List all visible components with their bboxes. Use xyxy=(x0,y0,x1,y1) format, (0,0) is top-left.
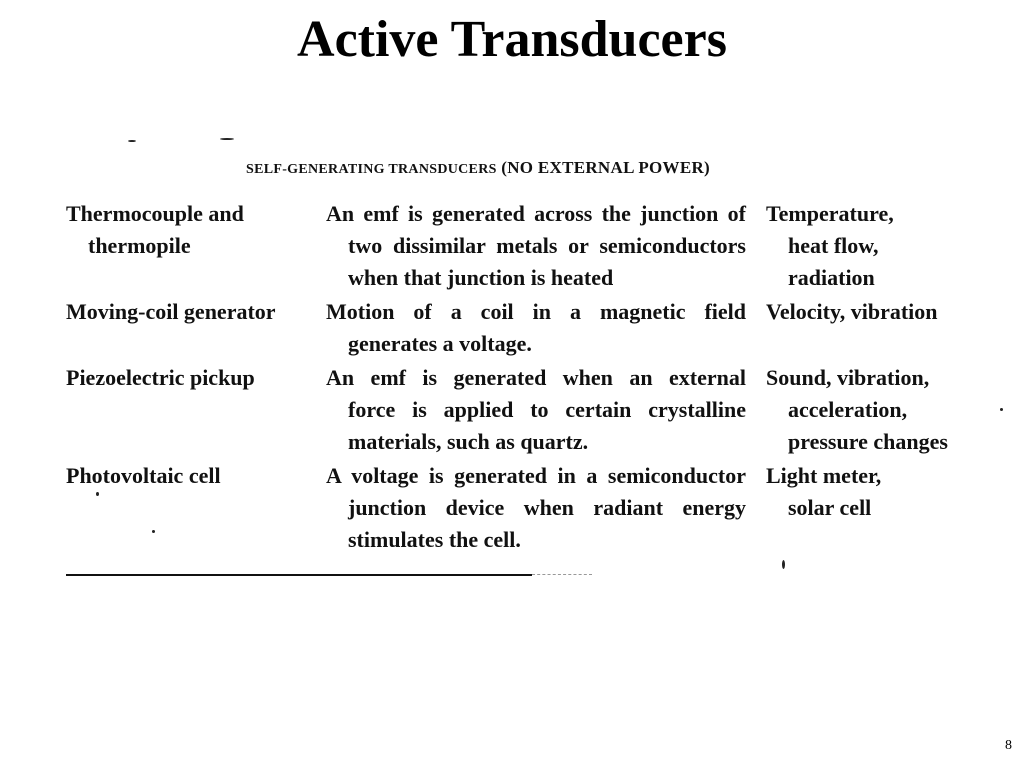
scanned-table-image xyxy=(64,130,974,590)
transducer-applications xyxy=(766,198,976,294)
application-line: Velocity, vibration xyxy=(766,299,938,324)
application-line: pressure changes xyxy=(788,429,948,454)
transducer-description xyxy=(326,296,746,360)
table-heading xyxy=(246,158,710,178)
description-line: An emf is generated across the junction of xyxy=(326,201,746,226)
name-line: thermopile xyxy=(88,233,191,258)
description-line: two dissimilar metals or semiconductors xyxy=(348,233,746,258)
description-line: materials, such as quartz. xyxy=(348,429,589,454)
scan-speck xyxy=(782,560,785,569)
scan-speck xyxy=(220,138,234,140)
name-line: Moving-coil generator xyxy=(66,299,276,324)
slide-title: Active Transducers xyxy=(297,11,727,68)
description-line: An emf is generated when an external xyxy=(326,365,746,390)
name-line: Piezoelectric pickup xyxy=(66,365,255,390)
scan-speck xyxy=(152,530,155,533)
description-line: when that junction is heated xyxy=(348,265,614,290)
table-bottom-rule xyxy=(66,574,532,576)
application-line: acceleration, xyxy=(788,397,908,422)
transducer-name xyxy=(66,362,316,394)
description-line: Motion of a coil in a magnetic field xyxy=(326,299,746,324)
description-line: junction device when radiant energy xyxy=(348,495,746,520)
transducer-description xyxy=(326,198,746,294)
transducer-applications xyxy=(766,362,976,458)
application-line: Temperature, xyxy=(766,201,894,226)
description-line: force is applied to certain crystalline xyxy=(348,397,746,422)
transducer-name xyxy=(66,198,316,262)
table-heading-suffix: (NO EXTERNAL POWER) xyxy=(501,158,711,177)
scan-speck xyxy=(1000,408,1003,411)
description-line: generates a voltage. xyxy=(348,331,532,356)
transducer-name xyxy=(66,460,316,492)
application-line: Sound, vibration, xyxy=(766,365,930,390)
transducer-description xyxy=(326,460,746,556)
description-line: A voltage is generated in a semiconductor xyxy=(326,463,746,488)
page-number: 8 xyxy=(1005,738,1012,753)
scan-speck xyxy=(96,492,99,496)
transducer-description xyxy=(326,362,746,458)
name-line: Thermocouple and xyxy=(66,201,244,226)
description-line: stimulates the cell. xyxy=(348,527,521,552)
application-line: radiation xyxy=(788,265,875,290)
name-line: Photovoltaic cell xyxy=(66,463,221,488)
scan-speck xyxy=(128,140,136,142)
transducer-applications xyxy=(766,460,976,524)
transducer-applications xyxy=(766,296,976,328)
table-heading-prefix: SELF-GENERATING TRANSDUCERS xyxy=(246,162,497,177)
table-bottom-rule-faded xyxy=(532,574,592,575)
application-line: solar cell xyxy=(788,495,872,520)
application-line: heat flow, xyxy=(788,233,879,258)
transducer-name xyxy=(66,296,316,328)
application-line: Light meter, xyxy=(766,463,882,488)
